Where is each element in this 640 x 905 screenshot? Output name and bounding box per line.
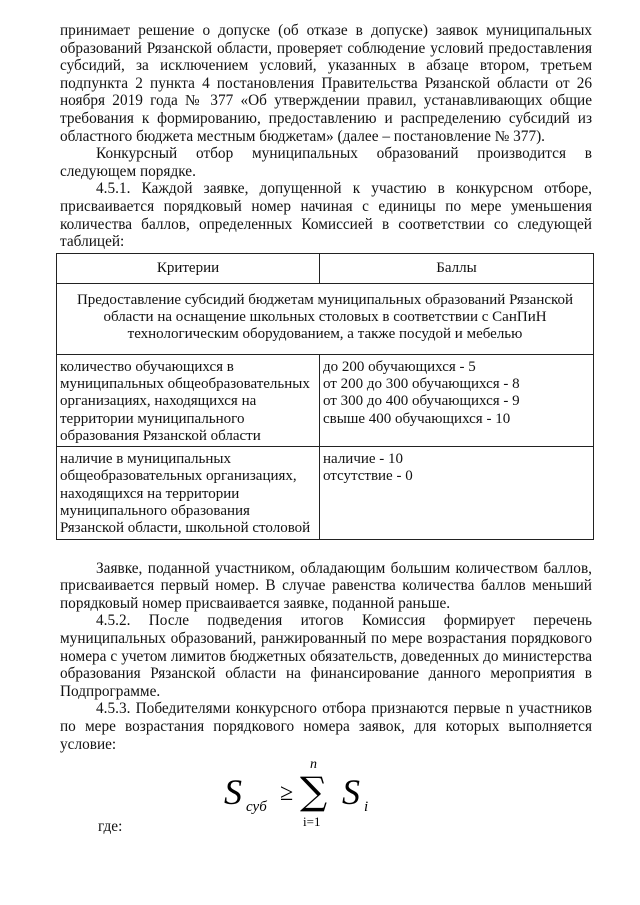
formula-sum-lower: i=1 [303, 814, 321, 829]
paragraph-intro: принимает решение о допуске (об отказе в допуске) заявок муниципальных образований Рязанской области, проверяет соблюдение условий предоставления субсидий, за исключением условий, указанных в абзаце втором, третьем подпункта 2 пункта 4 постановления Правительства Рязанской области от 26 ноября 2019 года № 377 «Об утверждении правил, устанавливающих общие требования к формированию, предоставлению и распределению субсидий из областного бюджета местным бюджетам» (далее – постановление № 377). [60, 22, 592, 145]
table-section-title: Предоставление субсидий бюджетам муниципальных образований Рязанской области на оснащение школьных столовых в соответствии с СанПиН технологическим оборудованием, а также посудой и мебелью [57, 283, 594, 354]
points-line: отсутствие - 0 [323, 468, 413, 485]
paragraph-4-5-1: 4.5.1. Каждой заявке, допущенной к участию в конкурсном отборе, присваивается порядковый номер начиная с единицы по мере уменьшения количества баллов, определенных Комиссией в соответствии со следующей таблицей: [60, 180, 592, 251]
paragraph-order: Конкурсный отбор муниципальных образований производится в следующем порядке. [60, 145, 592, 180]
header-criteria: Критерии [57, 253, 320, 283]
paragraph-4-5-3: 4.5.3. Победителями конкурсного отбора признаются первые n участников по мере возрастания порядкового номера заявок, для которых выполняется условие: [60, 700, 592, 753]
points-line: от 200 до 300 обучающихся - 8 [323, 375, 520, 392]
criterion-cell: количество обучающихся в муниципальных общеобразовательных организациях, находящихся на территории муниципального образования Рязанской области [57, 354, 320, 446]
criteria-table [56, 253, 594, 540]
points-cell [320, 447, 594, 539]
formula-rhs-sub: i [364, 799, 369, 815]
formula-rhs: S [342, 772, 360, 812]
formula-sum-upper: n [310, 757, 317, 772]
criterion-cell: наличие в муниципальных общеобразовательных организациях, находящихся на территории муниципального образования Рязанской области, школьной столовой [57, 447, 320, 539]
formula [218, 754, 418, 834]
formula-relation: ≥ [280, 780, 294, 806]
paragraph-ranking: Заявке, поданной участником, обладающим большим количеством баллов, присваивается первый номер. В случае равенства количества баллов меньший порядковый номер присваивается заявке, поданной раньше. [60, 559, 592, 612]
formula-lhs: S [224, 772, 242, 812]
formula-lhs-sub: суб [246, 799, 267, 815]
where-label: где: [98, 818, 123, 835]
points-line: свыше 400 обучающихся - 10 [323, 410, 511, 427]
points-line: от 300 до 400 обучающихся - 9 [323, 393, 520, 410]
header-points: Баллы [320, 253, 594, 283]
points-cell [320, 354, 594, 446]
paragraph-4-5-2: 4.5.2. После подведения итогов Комиссия формирует перечень муниципальных образований, ранжированный по мере возрастания порядкового номера с учетом лимитов бюджетных обязательств, доведенных до министерства образования Рязанской области на финансирование данного мероприятия в Подпрограмме. [60, 612, 592, 700]
document-page [60, 22, 592, 753]
table-row [57, 354, 594, 446]
points-line: наличие - 10 [323, 451, 404, 468]
sum-sign: ∑ [300, 769, 328, 813]
table-row [57, 447, 594, 539]
points-line: до 200 обучающихся - 5 [323, 358, 476, 375]
